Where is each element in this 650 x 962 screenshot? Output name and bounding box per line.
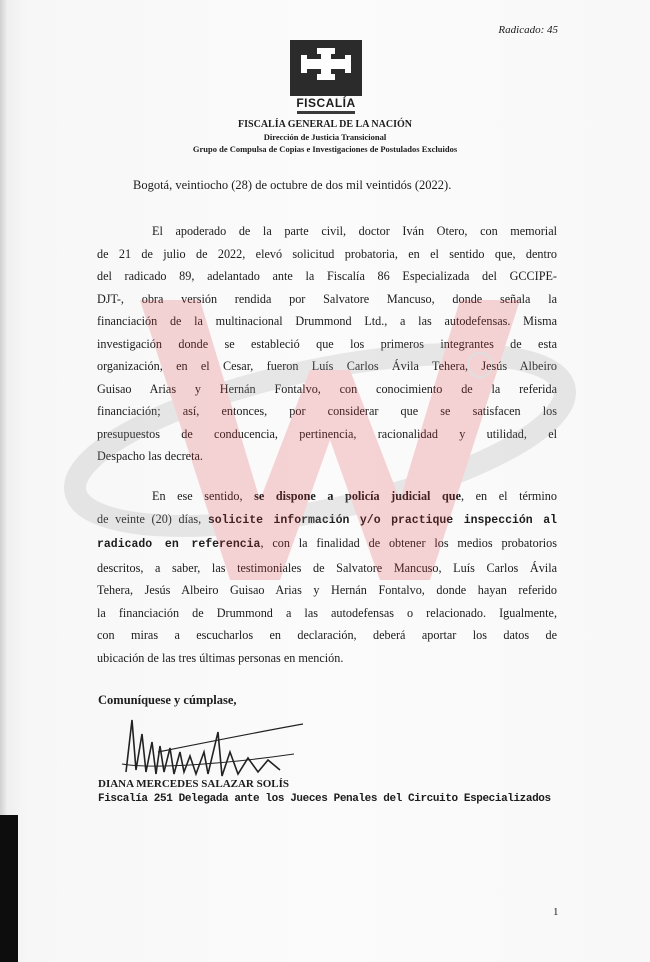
paragraph-line: descritos, a saber, las testimoniales de Salvatore Mancuso, Luís Carlos Ávila [97,560,557,575]
signer-role: Fiscalía 251 Delegada ante los Jueces Penales del Circuito Especializados [98,793,551,805]
header-group: Grupo de Compulsa de Copias e Investigaciones de Postulados Excluidos [192,144,458,154]
paragraph-line [97,508,557,533]
bold-run: radicado en referencia [97,538,261,551]
paragraph-line: Despacho las decreta. [97,449,203,463]
paragraph-line: Guisao Arias y Hernán Fontalvo, con conocimiento de la referida [97,381,557,396]
signer-name: DIANA MERCEDES SALAZAR SOLÍS [98,778,290,790]
text-run: En ese sentido, [152,489,255,503]
paragraph-line: de 21 de julio de 2022, elevó solicitud probatoria, en el sentido que, dentro [97,246,557,261]
text-run: , con la finalidad de obtener los medios probatorios [260,536,557,550]
fiscalia-logo-icon [290,40,362,96]
date-line: Bogotá, veintiocho (28) de octubre de dos mil veintidós (2022). [133,178,452,192]
logo-wordmark: FISCALÍA [296,96,356,110]
paragraph-2 [97,485,557,669]
page-number: 1 [553,906,559,918]
logo-underline [297,111,355,114]
paragraph-line: Tehera, Jesús Albeiro Guisao Arias y Hernán Fontalvo, donde hayan referido [97,583,557,597]
paragraph-line [97,485,557,508]
text-run: , en el término [460,489,557,503]
bold-run: solicite información y/o practique inspección al [207,513,558,527]
radicado-label: Radicado: 45 [498,24,558,36]
paragraph-line: organización, en el Cesar, fueron Luís Carlos Ávila Tehera, Jesús Albeiro [97,359,557,373]
paragraph-line: con miras a escucharlos en declaración, deberá aportar los datos de [97,628,557,642]
bold-run: se dispone a policía judicial que [254,489,461,503]
paragraph-line: financiación de la multinacional Drummond Ltd., a las autodefensas. Misma [97,314,557,328]
closing-line: Comuníquese y cúmplase, [98,693,237,707]
paragraph-line: El apoderado de la parte civil, doctor Iván Otero, con memorial [152,224,557,238]
paragraph-line [97,532,557,557]
header-direction: Dirección de Justicia Transicional [263,132,387,142]
paragraph-line: presupuestos de conducencia, pertinencia, racionalidad y utilidad, el [97,426,557,441]
page-edge-shadow [0,0,8,815]
paragraph-line: DJT-, obra versión rendida por Salvatore Mancuso, donde señala la [97,291,557,306]
paragraph-line: del radicado 89, adelantado ante la Fiscalía 86 Especializada del GCCIPE- [97,269,557,283]
paragraph-1 [97,220,557,468]
paragraph-line: investigación donde se estableció que los primeros integrantes de esta [97,336,557,351]
paragraph-line: ubicación de las tres últimas personas en mención. [97,650,344,665]
paragraph-line: la financiación de Drummond a las autodefensas o relacionado. Igualmente, [97,605,557,620]
header-institution: FISCALÍA GENERAL DE LA NACIÓN [238,119,412,130]
dark-border-strip [0,815,18,962]
text-run: de veinte (20) días, [97,511,208,526]
paragraph-line: financiación; así, entonces, por considerar que se satisfacen los [97,404,557,418]
